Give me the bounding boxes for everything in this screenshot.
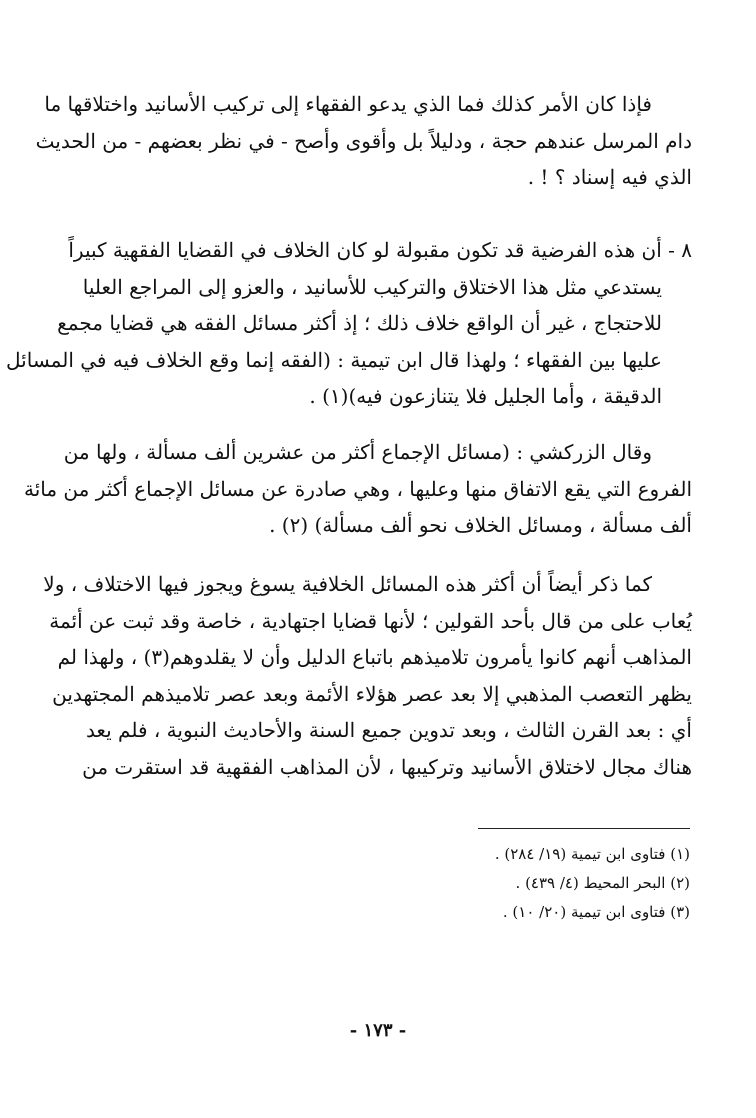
text-line: للاحتجاج ، غير أن الواقع خلاف ذلك ؛ إذ أكثر مسائل الفقه هي قضايا مجمع: [57, 311, 662, 335]
text-line: كما ذكر أيضاً أن أكثر هذه المسائل الخلافية يسوغ ويجوز فيها الاختلاف ، ولا: [43, 572, 652, 596]
paragraph-1: [35, 86, 692, 196]
footnote-2: (٢) البحر المحيط (٤/ ٤٣٩) .: [515, 874, 690, 892]
text-line: يظهر التعصب المذهبي إلا بعد عصر هؤلاء الأئمة وبعد عصر تلاميذهم المجتهدين: [52, 681, 692, 706]
text-line: دام المرسل عندهم حجة ، ودليلاً بل وأقوى وأصح - في نظر بعضهم - من الحديث: [35, 128, 692, 153]
footnote-3: (٣) فتاوى ابن تيمية (٢٠/ ١٠) .: [502, 903, 690, 921]
text-line: ٨ - أن هذه الفرضية قد تكون مقبولة لو كان الخلاف في القضايا الفقهية كبيراً: [68, 238, 692, 262]
page-number: - ١٧٣ -: [349, 1020, 407, 1041]
text-line: يستدعي مثل هذا الاختلاق والتركيب للأسانيد ، والعزو إلى المراجع العليا: [82, 274, 662, 299]
paragraph-4: [43, 566, 692, 785]
text-line: فإذا كان الأمر كذلك فما الذي يدعو الفقهاء إلى تركيب الأسانيد واختلاقها ما: [44, 92, 652, 116]
paragraph-item-8: [6, 232, 692, 415]
text-line: المذاهب أنهم كانوا يأمرون تلاميذهم باتباع الدليل وأن لا يقلدوهم(٣) ، ولهذا لم: [57, 645, 692, 669]
footnote-1: (١) فتاوى ابن تيمية (١٩/ ٢٨٤) .: [494, 845, 690, 863]
text-line: ألف مسألة ، ومسائل الخلاف نحو ألف مسألة) (٢) .: [269, 513, 692, 537]
footnote-separator: [478, 828, 690, 829]
text-line: هناك مجال لاختلاق الأسانيد وتركيبها ، لأن المذاهب الفقهية قد استقرت من: [82, 754, 692, 779]
paragraph-zarkashi: [23, 434, 692, 544]
text-line: عليها بين الفقهاء ؛ ولهذا قال ابن تيمية : (الفقه إنما وقع الخلاف فيه في المسائل: [6, 347, 662, 372]
text-line: أي : بعد القرن الثالث ، وبعد تدوين جميع السنة والأحاديث النبوية ، فلم يعد: [85, 718, 692, 742]
text-line: وقال الزركشي : (مسائل الإجماع أكثر من عشرين ألف مسألة ، ولها من: [63, 440, 652, 464]
footnotes: [290, 840, 690, 927]
text-line: الفروع التي يقع الاتفاق منها وعليها ، وهي صادرة عن مسائل الإجماع أكثر من مائة: [23, 476, 692, 501]
text-line: الذي فيه إسناد ؟ ! .: [527, 165, 692, 189]
text-line: يُعاب على من قال بأحد القولين ؛ لأنها قضايا اجتهادية ، خاصة وقد ثبت عن أئمة: [49, 608, 692, 633]
text-line: الدقيقة ، وأما الجليل فلا يتنازعون فيه)(١) .: [309, 384, 662, 408]
